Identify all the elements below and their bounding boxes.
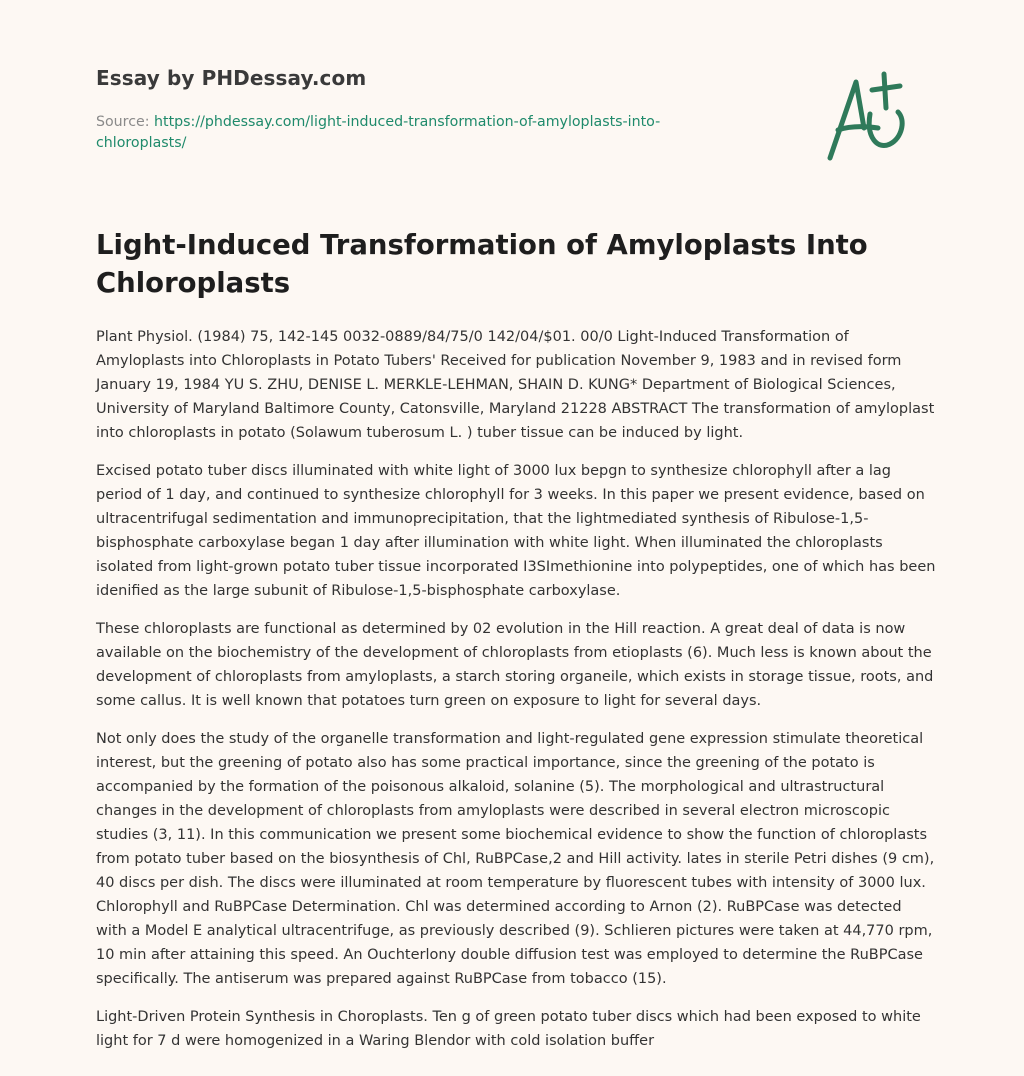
- paragraph: These chloroplasts are functional as determined by 02 evolution in the Hill reaction. A great deal of data is now available on the biochemistry of the development of chloroplasts from etioplasts (6). Much less is known about the development of chloroplasts from amyloplasts, a starch storing organeile, which exists in storage tissue, roots, and some callus. It is well known that potatoes turn green on exposure to light for several days.: [96, 621, 934, 709]
- paragraph: Light-Driven Protein Synthesis in Choroplasts. Ten g of green potato tuber discs which had been exposed to white light for 7 d were homogenized in a Waring Blendor with cold isolation buffer: [96, 1009, 921, 1049]
- essay-title: Light-Induced Transformation of Amyloplasts Into Chloroplasts: [96, 229, 868, 299]
- essay-body: [96, 325, 936, 1067]
- a-plus-logo-icon: [820, 68, 930, 168]
- source-link[interactable]: https://phdessay.com/light-induced-transformation-of-amyloplasts-into-chloroplasts/: [96, 114, 661, 151]
- paragraph: Not only does the study of the organelle transformation and light-regulated gene expression stimulate theoretical interest, but the greening of potato also has some practical importance, since the greening of the potato is accompanied by the formation of the poisonous alkaloid, solanine (5). The morphological and ultrastructural changes in the development of chloroplasts from amyloplasts were described in several electron microscopic studies (3, 11). In this communication we present some biochemical evidence to show the function of chloroplasts from potato tuber based on the biosynthesis of Chl, RuBPCase,2 and Hill activity. lates in sterile Petri dishes (9 cm), 40 discs per dish. The discs were illuminated at room temperature by fluorescent tubes with intensity of 3000 lux. Chlorophyll and RuBPCase Determination. Chl was determined according to Arnon (2). RuBPCase was detected with a Model E analytical ultracentrifuge, as previously described (9). Schlieren pictures were taken at 44,770 rpm, 10 min after attaining this speed. An Ouchterlony double diffusion test was employed to determine the RuBPCase specifically. The antiserum was prepared against RuBPCase from tobacco (15).: [96, 731, 935, 987]
- paragraph: Plant Physiol. (1984) 75, 142-145 0032-0889/84/75/0 142/04/$01. 00/0 Light-Induced Transformation of Amyloplasts into Chloroplasts in Potato Tubers' Received for publication November 9, 1983 and in revised form January 19, 1984 YU S. ZHU, DENISE L. MERKLE-LEHMAN, SHAIN D. KUNG* Department of Biological Sciences, University of Maryland Baltimore County, Catonsville, Maryland 21228 ABSTRACT The transformation of amyloplast into chloroplasts in potato (Solawum tuberosum L. ) tuber tissue can be induced by light.: [96, 329, 935, 441]
- source-line: [96, 112, 736, 154]
- source-label: Source:: [96, 114, 150, 130]
- site-title: Essay by PHDessay.com: [96, 66, 367, 90]
- paragraph: Excised potato tuber discs illuminated with white light of 3000 lux bepgn to synthesize chlorophyll after a lag period of 1 day, and continued to synthesize chlorophyll for 3 weeks. In this paper we present evidence, based on ultracentrifugal sedimentation and immunoprecipitation, that the lightmediated synthesis of Ribulose-1,5-bisphosphate carboxylase began 1 day after illumination with white light. When illuminated the chloroplasts isolated from light-grown potato tuber tissue incorporated I3SImethionine into polypeptides, one of which has been idenified as the large subunit of Ribulose-1,5-bisphosphate carboxylase.: [96, 463, 936, 599]
